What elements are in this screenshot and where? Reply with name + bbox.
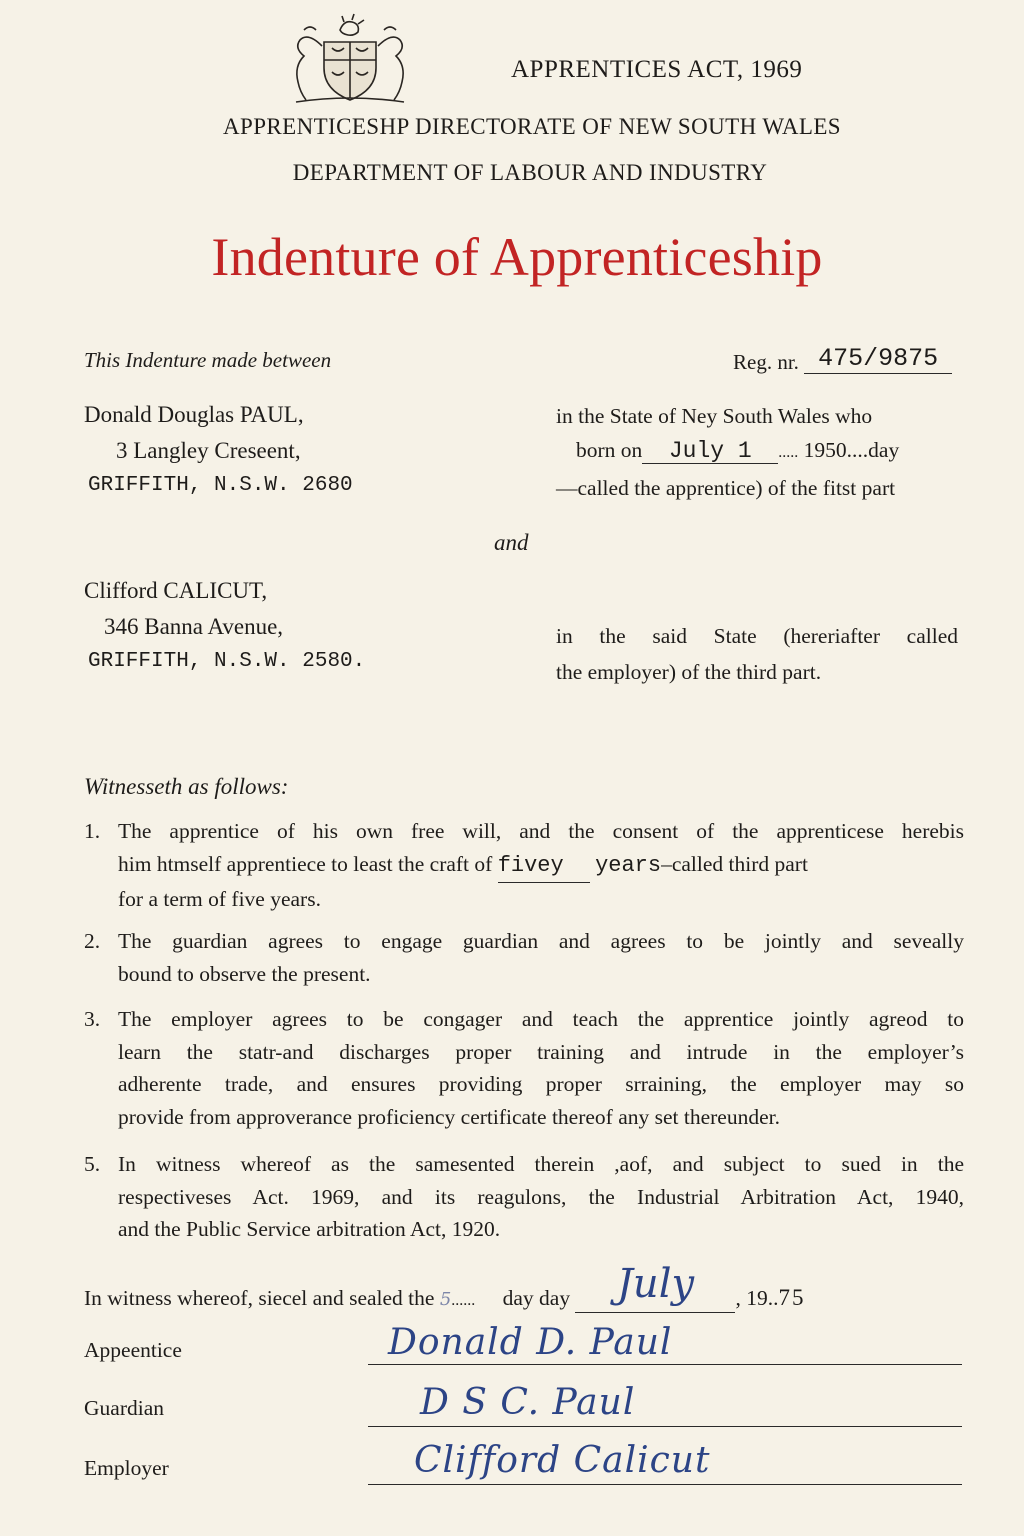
clause-number: 5. xyxy=(84,1152,101,1176)
clause-line: In witness whereof as the samesented therein ,aof, and subject to sued in the xyxy=(118,1152,964,1176)
reg-label-text: Reg. nr. xyxy=(733,350,799,374)
clause-line: The employer agrees to be congager and teach the apprentice jointly agreod to xyxy=(118,1007,964,1031)
witness-month-field xyxy=(575,1261,735,1313)
act-heading: APPRENTICES ACT, 1969 xyxy=(511,56,803,83)
clause-line: The guardian agrees to engage guardian and agrees to be jointly and seveally xyxy=(118,929,964,953)
craft-years: years xyxy=(595,852,662,878)
coat-of-arms-crest-icon xyxy=(288,12,412,108)
born-dots: ..... xyxy=(778,444,799,461)
directorate-heading: APPRENTICESHP DIRECTORATE OF NEW SOUTH WALES xyxy=(223,114,841,139)
witness-year: 75 xyxy=(778,1285,806,1310)
witness-day-mark: 5 xyxy=(439,1289,452,1310)
witness-text: In witness whereof, siecel and sealed the xyxy=(84,1286,435,1310)
and-connector: and xyxy=(494,530,529,555)
employer-name: Clifford CALICUT, xyxy=(84,578,268,603)
signature-line-apprentice xyxy=(368,1364,962,1365)
signature-label-guardian: Guardian xyxy=(84,1396,164,1420)
registration-number: 475/9875 xyxy=(804,344,952,374)
witness-sealed-line xyxy=(84,1261,806,1313)
clause-number: 2. xyxy=(84,929,101,953)
department-heading: DEPARTMENT OF LABOUR AND INDUSTRY xyxy=(292,160,768,185)
clause-line: learn the statr-and discharges proper training and intrude in the employer’s xyxy=(118,1039,964,1064)
craft-fill-field: fivey xyxy=(498,850,590,884)
apprentice-address-city: GRIFFITH, N.S.W. 2680 xyxy=(88,474,353,497)
witness-year-prefix: , 19.. xyxy=(735,1286,779,1310)
clause-line: respectiveses Act. 1969, and its reagulons, the Industrial Arbitration Act, 1940, xyxy=(118,1184,964,1209)
signature-label-employer: Employer xyxy=(84,1456,169,1480)
indenture-made-between: This Indenture made between xyxy=(84,348,332,372)
clause-text: –called third part xyxy=(661,851,808,876)
signature-apprentice: Donald D. Paul xyxy=(388,1322,673,1363)
employer-state-line1: in the said State (hereriafter called xyxy=(556,624,958,648)
born-year: 1950 xyxy=(803,438,847,462)
apprentice-state-text: in the State of Ney South Wales who xyxy=(556,404,873,428)
witnesseth-heading: Witnesseth as follows: xyxy=(84,774,289,799)
clause-2 xyxy=(84,925,964,990)
signature-line-employer xyxy=(368,1484,962,1485)
apprentice-name: Donald Douglas PAUL, xyxy=(84,402,304,427)
employer-address-city: GRIFFITH, N.S.W. 2580. xyxy=(88,650,366,673)
clause-text: him htmself apprentiece to least the craft of xyxy=(118,851,493,876)
witness-month: July xyxy=(616,1261,695,1307)
clause-line: The apprentice of his own free will, and the consent of the apprenticese herebis xyxy=(118,819,964,843)
clause-line: adherente trade, and ensures providing proper srraining, the employer may so xyxy=(118,1072,964,1096)
apprentice-born-line xyxy=(576,440,899,464)
witness-day-label: day day xyxy=(502,1286,571,1310)
clause-line xyxy=(118,848,964,884)
document-title: Indenture of Apprenticeship xyxy=(211,227,823,287)
signature-employer: Clifford Calicut xyxy=(414,1440,711,1481)
registration-label xyxy=(733,344,952,378)
signature-line-guardian xyxy=(368,1426,962,1427)
apprentice-called-text: —called the apprentice) of the fitst part xyxy=(556,476,896,500)
clause-line: provide from approverance proficiency certificate thereof any set thereunder. xyxy=(118,1104,780,1129)
clause-line: bound to observe the present. xyxy=(118,961,371,986)
clause-3 xyxy=(84,1003,964,1133)
clause-5 xyxy=(84,1148,964,1246)
born-date-field: July 1 xyxy=(642,440,778,464)
employer-state-line2: the employer) of the third part. xyxy=(556,660,822,684)
signature-label-apprentice: Appeentice xyxy=(84,1338,182,1362)
clause-1 xyxy=(84,815,964,916)
apprentice-address-street: 3 Langley Creseent, xyxy=(116,438,301,463)
clause-line: and the Public Service arbitration Act, 1920. xyxy=(118,1217,501,1241)
witness-dots: ...... xyxy=(451,1292,476,1309)
signature-guardian: D S C. Paul xyxy=(420,1382,636,1423)
employer-address-street: 346 Banna Avenue, xyxy=(104,614,284,639)
clause-number: 3. xyxy=(84,1007,101,1031)
clause-line: for a term of five years. xyxy=(118,887,321,911)
clause-number: 1. xyxy=(84,819,101,843)
born-suffix: ....day xyxy=(846,438,900,462)
born-label: born on xyxy=(576,438,643,462)
